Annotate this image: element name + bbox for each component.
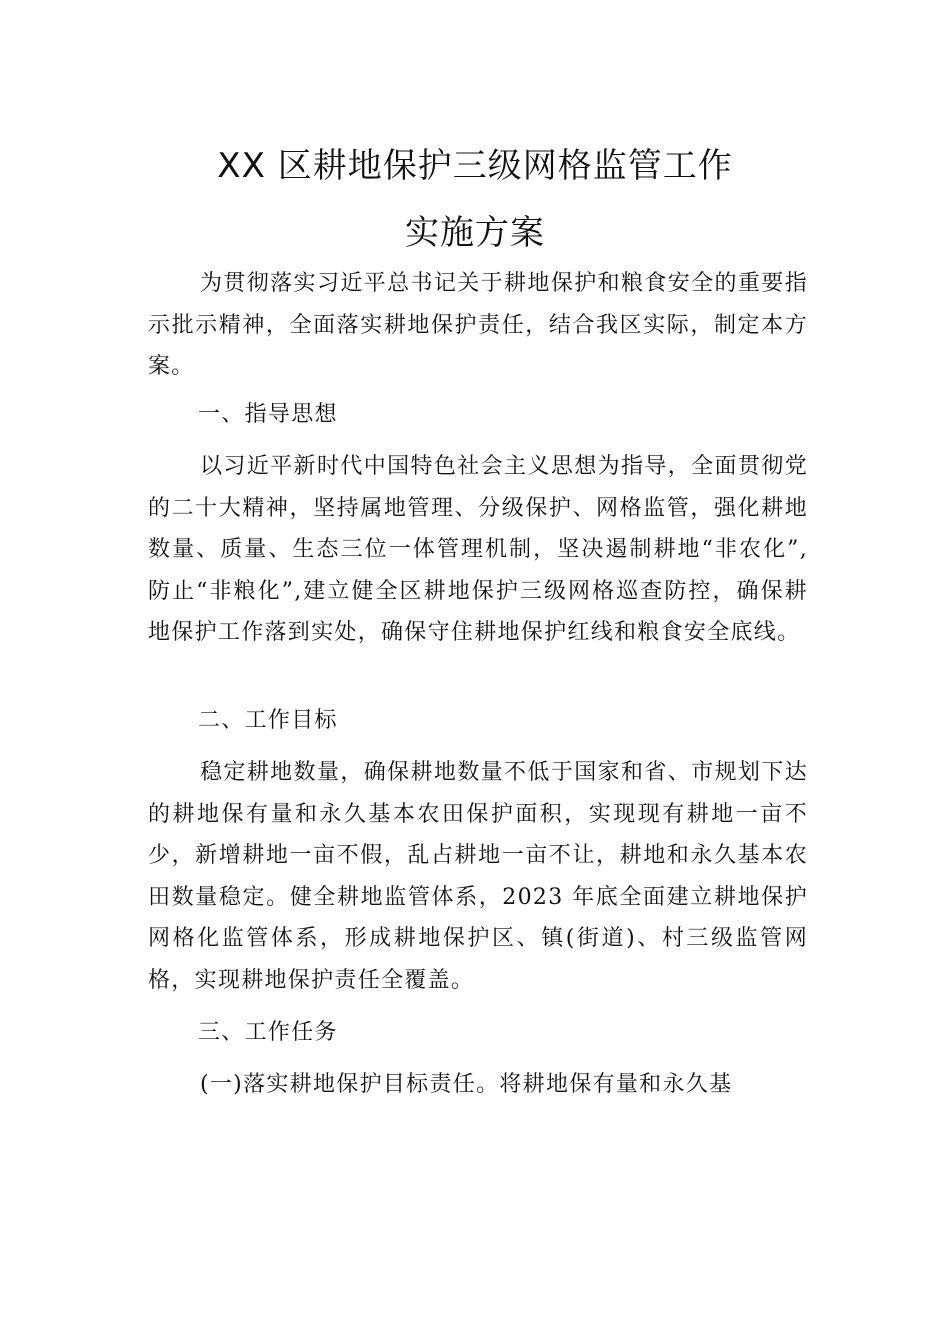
- section-paragraph-work-tasks: (一)落实耕地保护目标责任。将耕地保有量和永久基: [200, 1072, 733, 1097]
- section-heading-work-tasks: 三、工作任务: [198, 1020, 338, 1045]
- section-heading-guiding-ideology: 一、指导思想: [198, 402, 338, 427]
- section-heading-work-goals: 二、工作目标: [198, 708, 338, 733]
- document-title-line-2: 实施方案: [405, 213, 545, 253]
- section-paragraph-guiding-ideology: 以习近平新时代中国特色社会主义思想为指导，全面贯彻党的二十大精神，坚持属地管理、分级保护、网格监管，强化耕地数量、质量、生态三位一体管理机制，坚决遏制耕地“非农化”,防止“非粮化”,建立健全区耕地保护三级网格巡查防控，确保耕地保护工作落到实处，确保守住耕地保护红线和粮食安全底线。: [148, 454, 808, 646]
- intro-paragraph: 为贯彻落实习近平总书记关于耕地保护和粮食安全的重要指示批示精神，全面落实耕地保护责任，结合我区实际，制定本方案。: [148, 271, 808, 380]
- document-title-line-1: XX 区耕地保护三级网格监管工作: [217, 146, 733, 186]
- section-paragraph-work-goals: 稳定耕地数量，确保耕地数量不低于国家和省、市规划下达的耕地保有量和永久基本农田保护面积，实现现有耕地一亩不少，新增耕地一亩不假，乱占耕地一亩不让，耕地和永久基本农田数量稳定。健全耕地监管体系，2023 年底全面建立耕地保护网格化监管体系，形成耕地保护区、镇(街道)、村三级监管网格，实现耕地保护责任全覆盖。: [148, 760, 808, 993]
